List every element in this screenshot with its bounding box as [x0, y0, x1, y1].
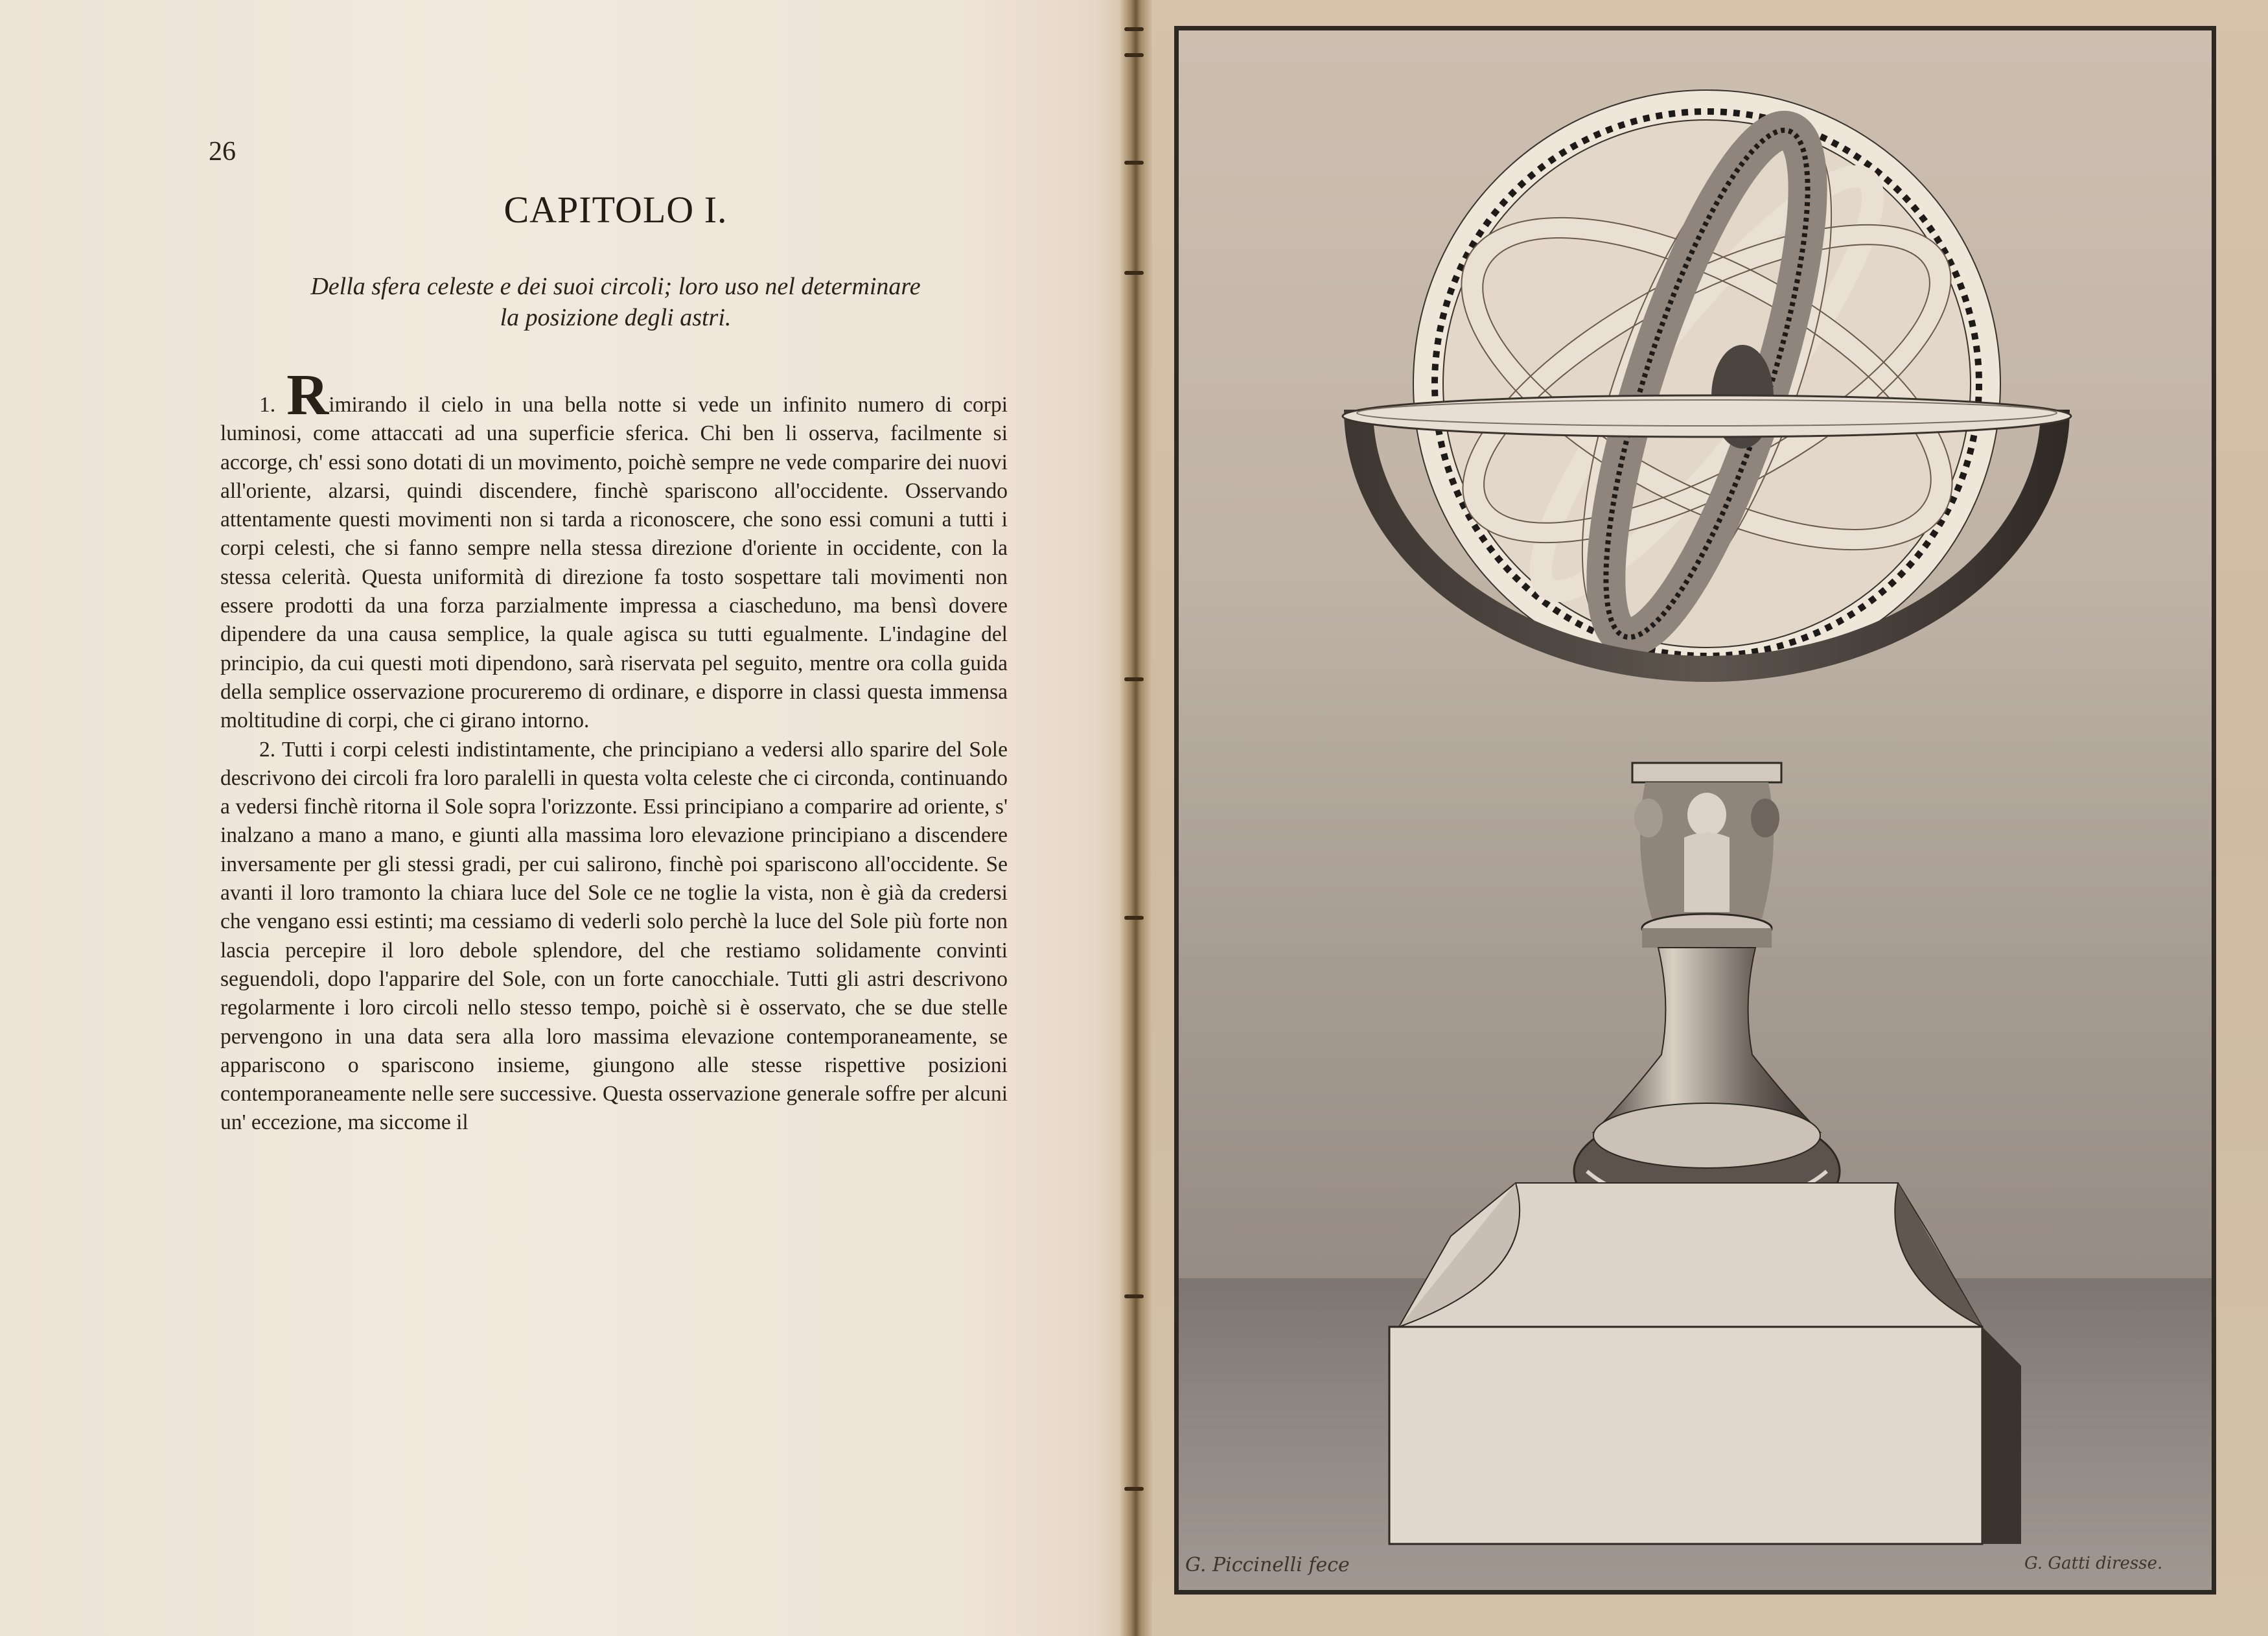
book-gutter: [1120, 0, 1152, 1636]
binding-stitch: [1124, 53, 1144, 57]
artist-signature: G. Piccinelli fece: [1185, 1554, 1350, 1576]
paragraph-number: 1.: [259, 393, 276, 417]
pedestal-column: [1574, 763, 1840, 1233]
armillary-sphere-illustration: [1179, 30, 2216, 1595]
binding-stitch: [1124, 271, 1144, 275]
chapter-subtitle: [214, 271, 1017, 333]
director-signature: G. Gatti diresse.: [2024, 1554, 2163, 1573]
binding-stitch: [1124, 1294, 1144, 1298]
drop-cap: R: [286, 363, 329, 427]
sphere-group: [1343, 90, 2071, 682]
paragraph-text: Tutti i corpi celesti indistintamente, che principiano a vedersi allo sparire del Sole descrivono dei circoli fra loro paralelli in questa volta celeste che ci circonda, continuando a vedersi finchè ritorna il Sole sopra l'orizzonte. Essi principiano a comparire ad oriente, s' inalzano a mano a mano, e giunti alla massima loro elevazione principiano a discendere inversamente per gli stessi gradi, per cui salirono, finchè poi spariscono all'occidente. Se avanti il loro tramonto la chiara luce del Sole ce ne toglie la vista, non è già da credersi che vengano essi estinti; ma cessiamo di vederli solo perchè la luce del Sole più forte non lascia percepire il loro debole splendore, del che restiamo solidamente convinti seguendoli, dopo l'apparire del Sole, con un forte canocchiale. Tutti gli astri descrivono regolarmente i loro circoli nello stesso tempo, poichè si è osservato, che se due stelle pervengono in una data sera alla loro massima elevazione contemporaneamente, se appariscono o spariscono insieme, giungono alle stesse rispettive posizioni contemporaneamente nelle sere successive. Questa osservazione generale soffre per alcuni un' eccezione, ma siccome il: [220, 737, 1008, 1135]
binding-stitch: [1124, 677, 1144, 681]
body-text: [220, 363, 1008, 1138]
binding-stitch: [1124, 1487, 1144, 1491]
chapter-title: CAPITOLO I.: [503, 189, 728, 231]
paragraph-number: 2.: [259, 737, 276, 762]
paragraph-text: imirando il cielo in una bella notte si vede un infinito numero di corpi luminosi, come attaccati ad una superficie sferica. Chi ben li osserva, facilmente si accorge, ch' essi sono dotati di un movimento, poichè sempre ne vede comparire dei nuovi all'oriente, alzarsi, quindi discendere, finchè spariscono all'occidente. Osservando attentamente questi movimenti non si tarda a riconoscere, che sono essi comuni a tutti i corpi celesti, che si fanno sempre nella stessa direzione d'oriente in occidente, con la stessa celerità. Questa uniformità di direzione fa tosto sospettare tali movimenti non essere prodotti da una forza parzialmente impressa a ciascheduno, ma bensì dovere dipendere da una causa semplice, la quale agisca su tutti egualmente. L'indagine del principio, da cui questi moti dipendono, sarà riservata pel seguito, mentre ora colla guida della semplice osservazione procureremo di ordinare, e disporre in classi questa immensa moltitudine di corpi, che ci girano intorno.: [220, 393, 1008, 733]
paragraph-1: [220, 363, 1008, 736]
engraving-plate: [1174, 26, 2216, 1595]
paragraph-2: [220, 736, 1008, 1138]
left-page: [0, 0, 1128, 1636]
page-number: 26: [209, 137, 236, 167]
chapter-subtitle-line-2: la posizione degli astri.: [500, 304, 732, 331]
binding-stitch: [1124, 916, 1144, 920]
binding-stitch: [1124, 27, 1144, 31]
chapter-subtitle-line-1: Della sfera celeste e dei suoi circoli; loro uso nel determinare: [310, 273, 921, 300]
binding-stitch: [1124, 161, 1144, 165]
stone-plinth: [1387, 1183, 2021, 1563]
